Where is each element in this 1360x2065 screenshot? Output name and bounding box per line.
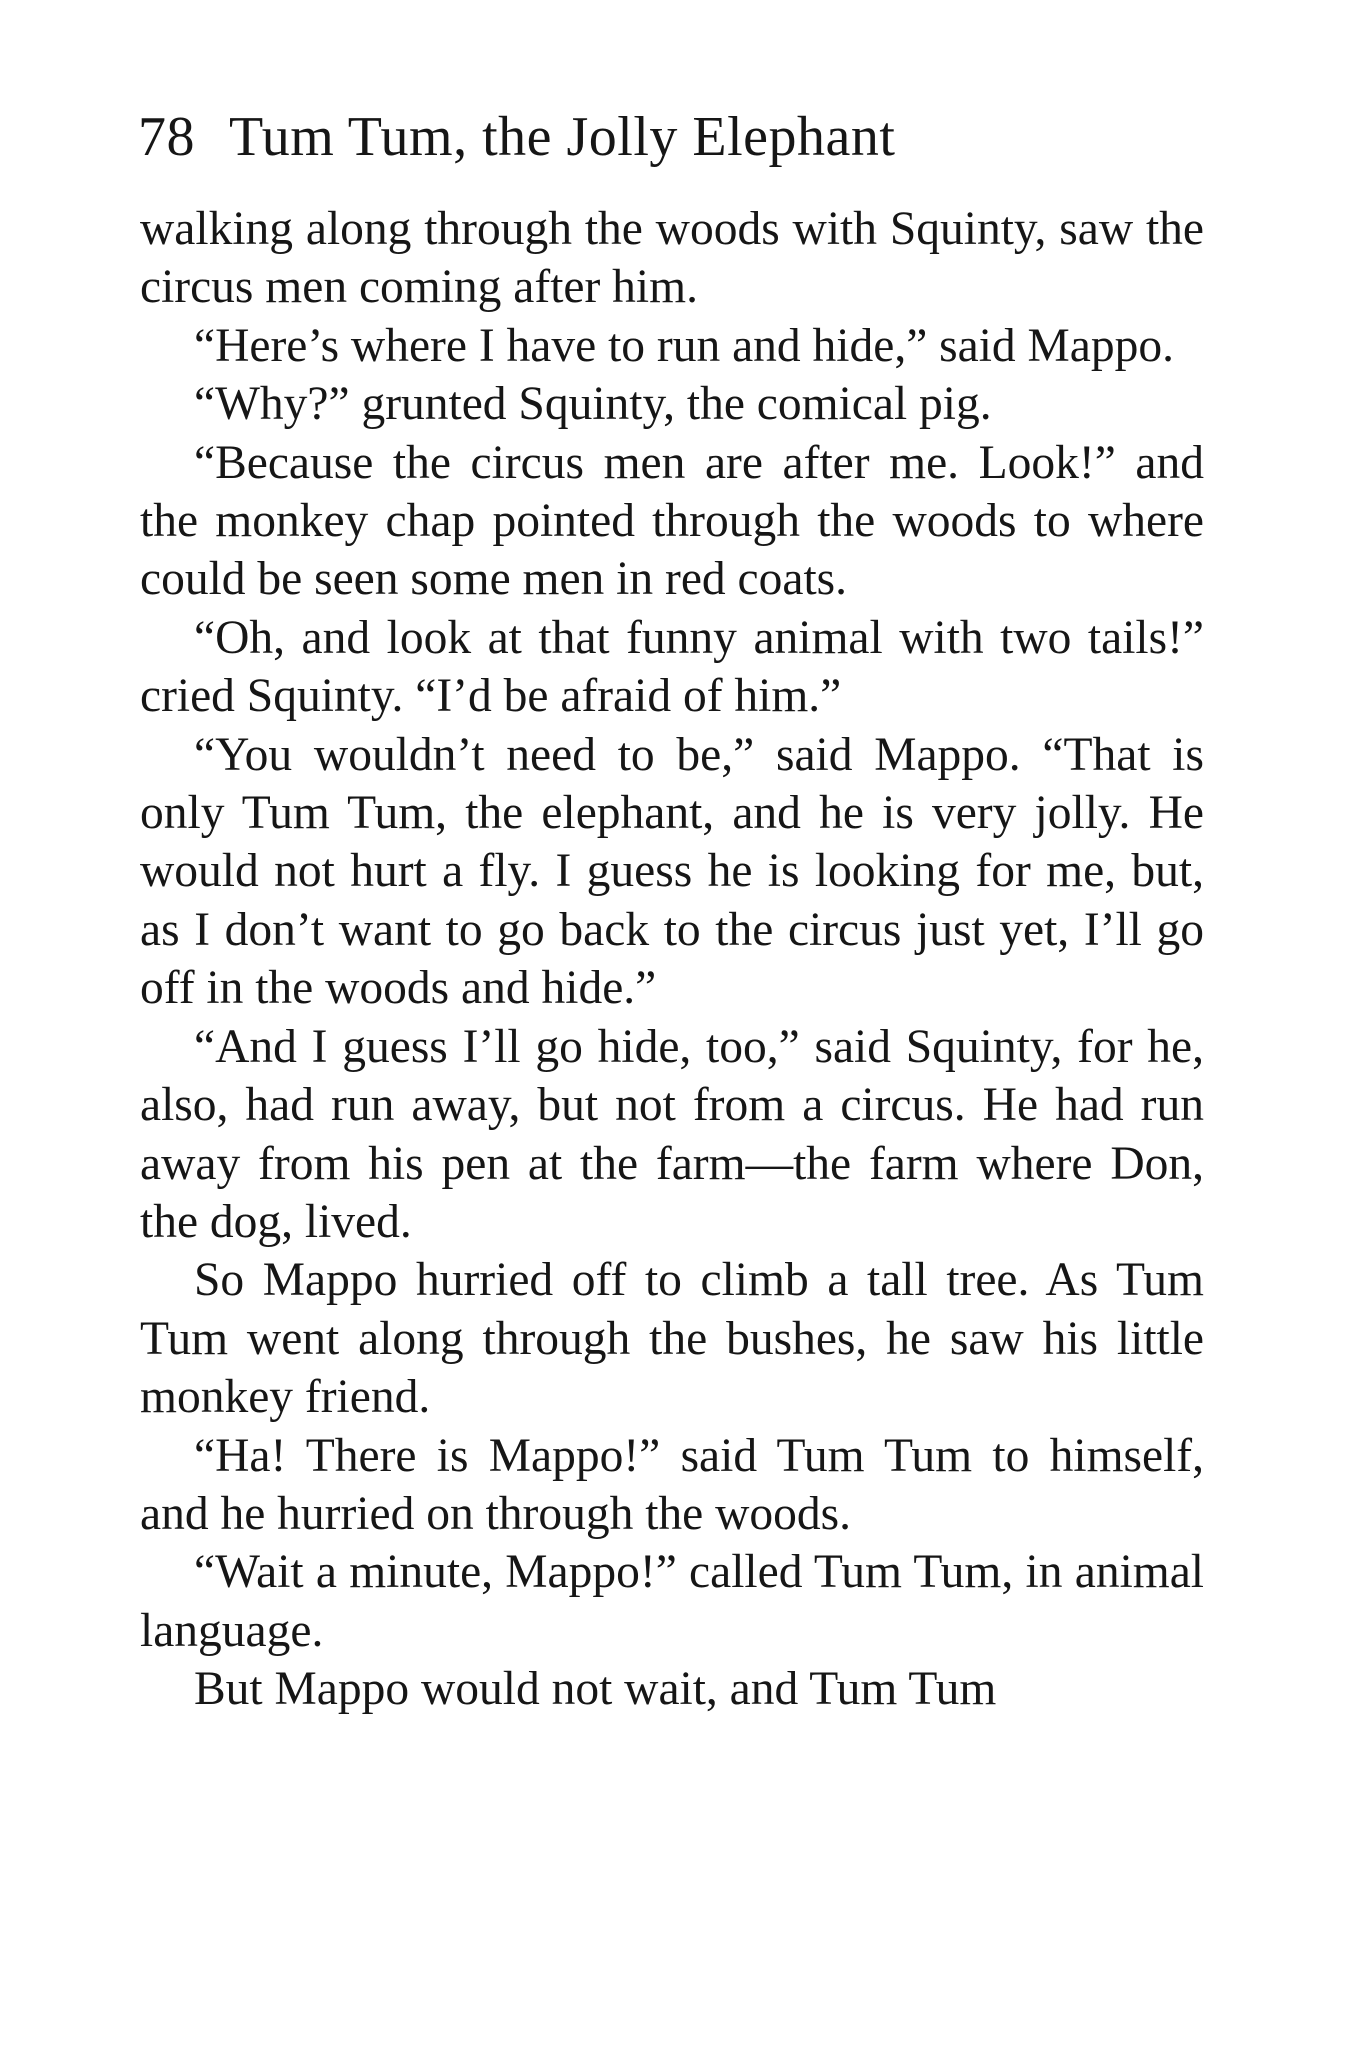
- running-title: Tum Tum, the Jolly Elephant: [229, 106, 896, 168]
- paragraph: “Ha! There is Mappo!” said Tum Tum to himself, and he hurried on through the woods.: [140, 1429, 1204, 1540]
- paragraph: So Mappo hurried off to climb a tall tree. As Tum Tum went along through the bushes, he saw his little monkey friend.: [140, 1254, 1204, 1424]
- paragraph: walking along through the woods with Squinty, saw the circus men coming after him.: [140, 203, 1204, 314]
- paragraph: “Here’s where I have to run and hide,” said Mappo.: [194, 319, 1174, 372]
- paragraph: “Wait a minute, Mappo!” called Tum Tum, in animal language.: [140, 1546, 1204, 1657]
- running-head: [138, 102, 1208, 172]
- page-number: 78: [138, 106, 195, 168]
- paragraph: “Oh, and look at that funny animal with two tails!” cried Squinty. “I’d be afraid of him.”: [140, 611, 1204, 723]
- paragraph: “You wouldn’t need to be,” said Mappo. “That is only Tum Tum, the elephant, and he is very jolly. He would not hurt a fly. I guess he is looking for me, but, as I don’t want to go back to the circus just yet, I’ll go off in the woods and hide.”: [140, 728, 1204, 1015]
- paragraph: “And I guess I’ll go hide, too,” said Squinty, for he, also, had run away, but not from a circus. He had run away from his pen at the farm—the farm where Don, the dog, lived.: [140, 1020, 1204, 1248]
- paragraph: “Because the circus men are after me. Look!” and the monkey chap pointed through the woods to where could be seen some men in red coats.: [140, 436, 1204, 606]
- paragraph: But Mappo would not wait, and Tum Tum: [194, 1663, 997, 1716]
- paragraph: “Why?” grunted Squinty, the comical pig.: [194, 378, 992, 431]
- body-text: [140, 200, 1204, 1719]
